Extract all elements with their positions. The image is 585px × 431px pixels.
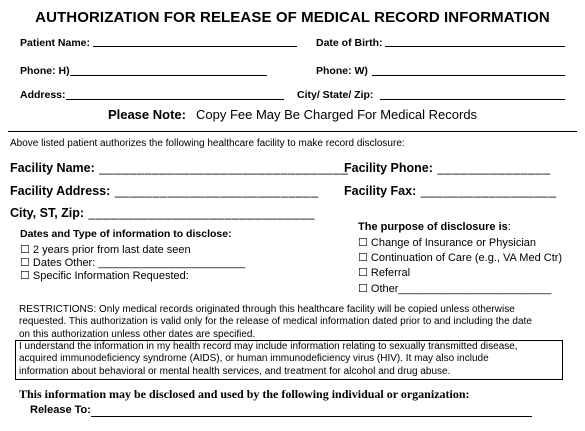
purpose-option-other[interactable]: ☐ Other_________________________	[358, 283, 552, 295]
dates-option-other[interactable]: ☐ Dates Other: ________________________	[20, 257, 246, 269]
city-state-zip-label: City/ State/ Zip:	[297, 89, 374, 101]
dates-option-two-years[interactable]: ☐ 2 years prior from last date seen	[20, 244, 191, 256]
purpose-heading-text: The purpose of disclosure is	[358, 221, 508, 233]
phone-home-label: Phone: H)	[20, 65, 70, 77]
dates-heading: Dates and Type of information to disclose:	[20, 228, 232, 240]
facility-phone-label: Facility Phone:	[344, 161, 433, 175]
facility-fax-row[interactable]	[344, 182, 557, 200]
purpose-heading-suffix: :	[507, 221, 511, 233]
purpose-option-continuation[interactable]: ☐ Continuation of Care (e.g., VA Med Ctr)	[358, 252, 563, 264]
dob-label: Date of Birth:	[316, 37, 383, 49]
purpose-option-insurance[interactable]: ☐ Change of Insurance or Physician	[358, 237, 537, 249]
purpose-option-referral[interactable]: ☐ Referral	[358, 267, 411, 279]
understand-line-1: I understand the information in my health record may include information relating to sexually transmitted disease,	[19, 341, 518, 352]
phone-work-label: Phone: W)	[316, 65, 368, 77]
facility-address-line[interactable]: ___________________________	[114, 184, 319, 198]
restrictions-line-2: requested. This authorization is valid only for the release of medical information dated prior to and including the date	[19, 316, 532, 328]
note-text: Copy Fee May Be Charged For Medical Records	[195, 107, 478, 122]
divider	[8, 131, 577, 132]
copy-fee-note	[0, 107, 585, 122]
facility-name-row[interactable]	[10, 159, 348, 177]
release-to-field[interactable]	[91, 416, 532, 417]
understand-line-3: information about behavioral or mental health services, and treatment for alcohol and drug abuse.	[19, 365, 451, 377]
purpose-heading	[358, 221, 511, 233]
address-label: Address:	[20, 89, 66, 101]
note-prefix: Please Note:	[107, 107, 186, 122]
phone-home-field[interactable]	[70, 75, 267, 76]
facility-city-label: City, ST, Zip:	[10, 206, 85, 220]
dates-option-specific[interactable]: ☐ Specific Information Requested:	[20, 270, 189, 282]
facility-address-label: Facility Address:	[10, 184, 111, 198]
understand-line-2: acquired immunodeficiency syndrome (AIDS), or human immunodeficiency virus (HIV). It may also include	[19, 353, 489, 365]
phone-work-field[interactable]	[372, 75, 565, 76]
authorize-text: Above listed patient authorizes the following healthcare facility to make record disclosure:	[10, 138, 405, 149]
restrictions-text	[19, 304, 532, 341]
patient-name-label: Patient Name:	[20, 37, 91, 49]
facility-address-row[interactable]	[10, 182, 319, 200]
form-title: AUTHORIZATION FOR RELEASE OF MEDICAL RECORD INFORMATION	[35, 9, 550, 26]
facility-city-row[interactable]	[10, 204, 315, 222]
facility-phone-row[interactable]	[344, 159, 551, 177]
restrictions-line-3: on this authorization unless other dates are specified.	[19, 328, 256, 340]
facility-name-line[interactable]: _________________________________	[99, 161, 349, 175]
restrictions-line-1: RESTRICTIONS: Only medical records originated through this healthcare facility will be copied unless otherwise	[19, 304, 515, 315]
patient-name-field[interactable]	[93, 46, 297, 47]
disclosure-heading: This information may be disclosed and used by the following individual or organization:	[19, 387, 470, 401]
city-state-zip-field[interactable]	[380, 99, 565, 100]
dob-field[interactable]	[385, 46, 565, 47]
address-field[interactable]	[66, 99, 284, 100]
facility-city-line[interactable]: ______________________________	[88, 206, 316, 220]
facility-fax-label: Facility Fax:	[344, 184, 417, 198]
release-to-label: Release To:	[30, 404, 91, 416]
facility-name-label: Facility Name:	[10, 161, 95, 175]
facility-phone-line[interactable]: _______________	[437, 161, 551, 175]
facility-fax-line[interactable]: __________________	[420, 184, 557, 198]
understand-text	[19, 341, 518, 378]
